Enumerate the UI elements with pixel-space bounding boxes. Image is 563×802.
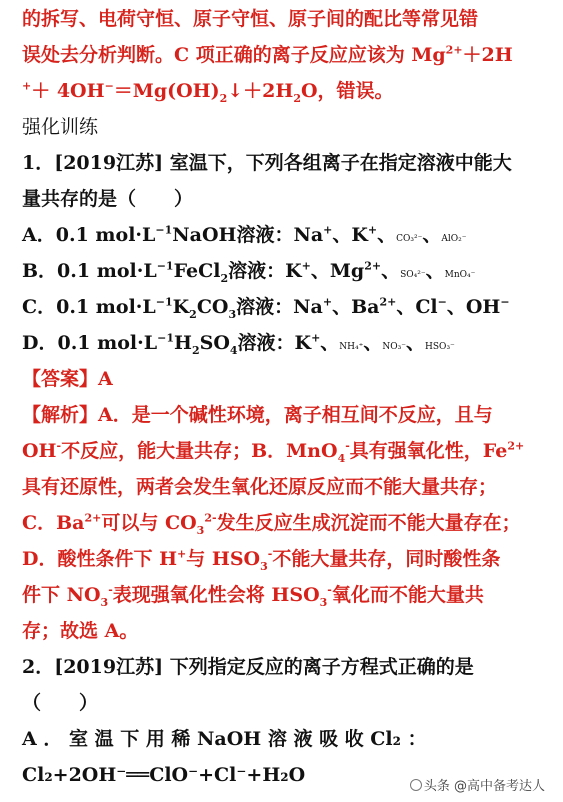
analysis-line-4: C．$Ba^{2+}$可以与 $CO_3^{2-}$发生反应生成沉淀而不能大量存在； [22,511,521,537]
intro-line-1: 的拆写、电荷守恒、原子守恒、原子间的配比等常见错 [22,8,479,30]
analysis-line-7: 存；故选 A。 [22,620,139,642]
analysis-line-5: D．酸性条件下 H+与 $HSO_3^-$不能大量共存，同时酸性条 [22,547,501,573]
section-title: 强化训练 [22,116,99,138]
intro-line-2: 误处去分析判断。C 项正确的离子反应应该为 $Mg^{2+}+2H$ [22,43,513,66]
q1-option-d: D．0.1 $mol\cdot L^{-1}H_2SO_4$溶液：K+、NH₄⁺、NO₃⁻、HSO₃⁻ [22,331,455,357]
analysis-line-1: 【解析】A．是一个碱性环境，离子相互间不反应，且与 [22,404,493,426]
q1-option-c: C．0.1 $mol\cdot L^{-1}K_2CO_3$溶液：Na+、$Ba^{2+}$、Cl−、OH− [22,295,510,321]
q1-stem-line-1: 1．[2019江苏] 室温下，下列各组离子在指定溶液中能大 [22,152,512,174]
q2-stem-line-1: 2．[2019江苏] 下列指定反应的离子方程式正确的是 [22,656,474,678]
analysis-line-6: 件下 $NO_3^-$表现强氧化性会将 $HSO_3^-$氧化而不能大量共 [22,583,484,609]
analysis-line-3: 具有还原性，两者会发生氧化还原反应而不能大量共存； [22,476,498,498]
q2-option-a-line-2: Cl₂+2OH⁻══ClO⁻+Cl⁻+H₂O [22,764,306,786]
q1-option-b: B．0.1 $mol\cdot L^{-1}FeCl_2$溶液：K+、$Mg^{2+}$、SO₄²⁻、MnO₄⁻ [22,259,476,285]
analysis-line-2: OH-不反应，能大量共存；B．MnO$_4$-具有强氧化性，$Fe^{2+}$ [22,439,525,465]
q2-option-a-line-1: A ． 室 温 下 用 稀 NaOH 溶 液 吸 收 Cl₂ ： [22,728,427,750]
q2-stem-line-2: （ ） [22,692,99,714]
answer-label: 【答案】A [22,368,113,390]
intro-line-3: $^++ 4OH^-=Mg(OH)_2↓+2H_2O$，错误。 [22,79,394,105]
q1-option-a: A．0.1 $mol\cdot L^{-1}NaOH$溶液：Na+、K+、CO₃²⁻、AlO₂⁻ [22,223,467,246]
watermark: 头条 @高中备考达人 [410,775,545,794]
q1-stem-line-2: 量共存的是（ ） [22,188,194,210]
watermark-icon [410,779,422,791]
